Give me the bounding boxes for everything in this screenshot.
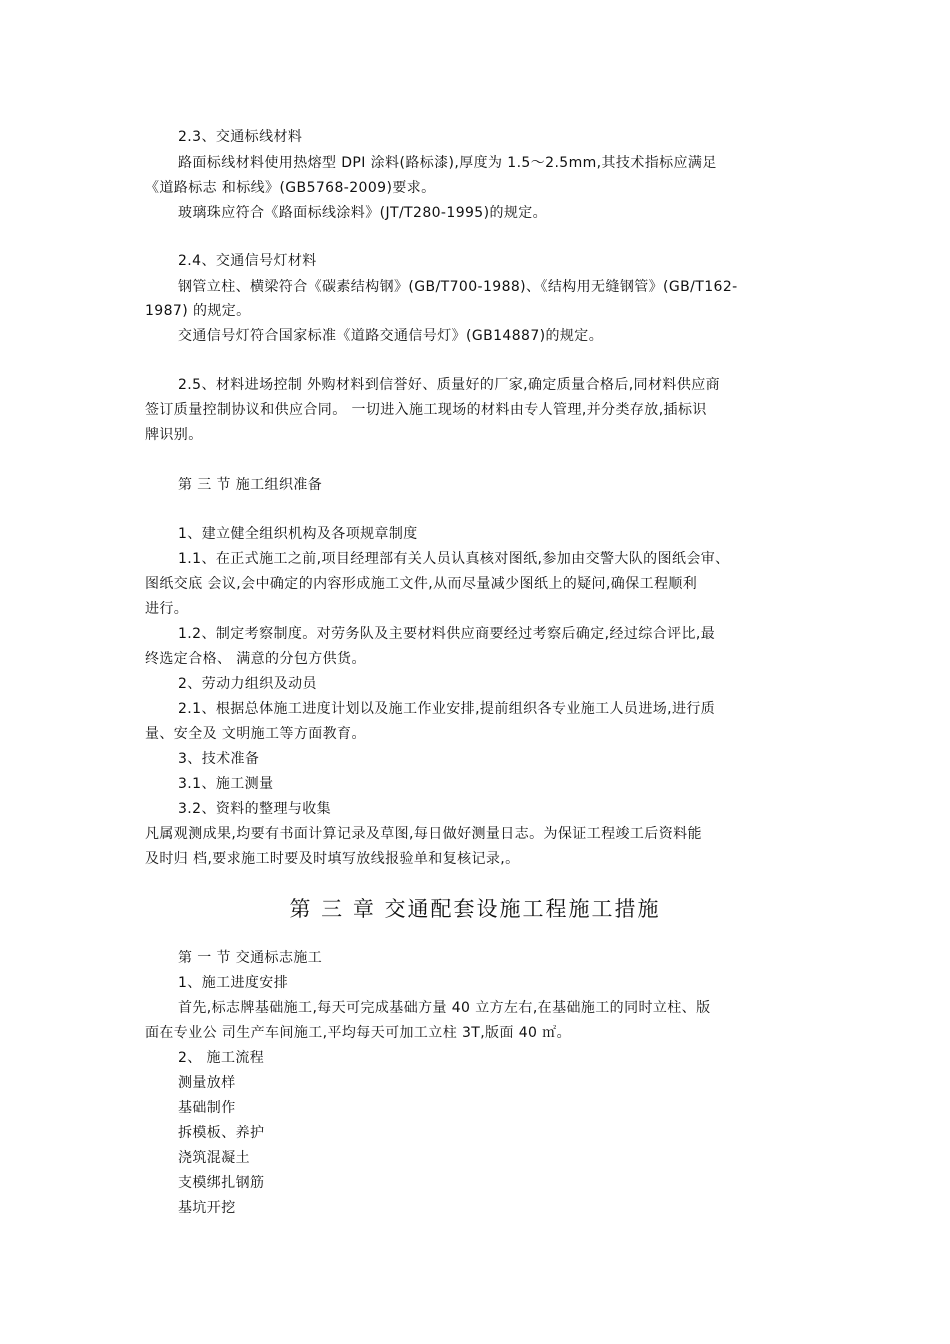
- section-2-4-paragraph-2: 交通信号灯符合国家标准《道路交通信号灯》(GB14887)的规定。: [178, 328, 604, 344]
- item-1-heading: 1、建立健全组织机构及各项规章制度: [178, 526, 418, 542]
- item-1-1-line-1: 1.1、在正式施工之前,项目经理部有关人员认真核对图纸,参加由交警大队的图纸会审、: [178, 551, 730, 567]
- section-2-4-paragraph-1-line-1: 钢管立柱、横梁符合《碳素结构钢》(GB/T700-1988)、《结构用无缝钢管》(GB/T162-: [178, 279, 738, 295]
- chapter-title: 第 三 章 交通配套设施工程施工措施: [289, 897, 661, 921]
- item-3-heading: 3、技术准备: [178, 751, 260, 767]
- section-2-4-paragraph-1-line-2: 1987) 的规定。: [145, 303, 251, 319]
- item-3-1: 3.1、施工测量: [178, 776, 274, 792]
- flow-step: 基坑开挖: [178, 1200, 236, 1216]
- chapter-3-item-2-heading: 2、 施工流程: [178, 1050, 265, 1066]
- section-2-4-heading: 2.4、交通信号灯材料: [178, 253, 317, 269]
- section-2-3-heading: 2.3、交通标线材料: [178, 129, 303, 145]
- chapter-3-item-1-heading: 1、施工进度安排: [178, 975, 289, 991]
- chapter-3-item-1-paragraph-line-1: 首先,标志牌基础施工,每天可完成基础方量 40 立方左右,在基础施工的同时立柱、版: [178, 1000, 711, 1016]
- item-1-2-line-2: 终选定合格、 满意的分包方供货。: [145, 651, 366, 667]
- item-2-heading: 2、劳动力组织及动员: [178, 676, 317, 692]
- section-2-3-paragraph-1-line-2: 《道路标志 和标线》(GB5768-2009)要求。: [145, 180, 436, 196]
- item-1-1-line-3: 进行。: [145, 601, 189, 617]
- chapter-3-section-1-heading: 第 一 节 交通标志施工: [178, 950, 323, 966]
- flow-step: 拆模板、养护: [178, 1125, 265, 1141]
- item-1-1-line-2: 图纸交底 会议,会中确定的内容形成施工文件,从而尽量减少图纸上的疑问,确保工程顺利: [145, 576, 698, 592]
- item-3-2-paragraph-line-2: 及时归 档,要求施工时要及时填写放线报验单和复核记录,。: [145, 851, 520, 867]
- item-2-1-line-2: 量、安全及 文明施工等方面教育。: [145, 726, 366, 742]
- flow-step: 支模绑扎钢筋: [178, 1175, 265, 1191]
- flow-step: 测量放样: [178, 1075, 236, 1091]
- item-1-2-line-1: 1.2、制定考察制度。对劳务队及主要材料供应商要经过考察后确定,经过综合评比,最: [178, 626, 716, 642]
- section-2-5-line-2: 签订质量控制协议和供应合同。 一切进入施工现场的材料由专人管理,并分类存放,插标识: [145, 402, 707, 418]
- item-3-2-paragraph-line-1: 凡属观测成果,均要有书面计算记录及草图,每日做好测量日志。为保证工程竣工后资料能: [145, 826, 702, 842]
- section-3-heading: 第 三 节 施工组织准备: [178, 477, 323, 493]
- chapter-3-item-1-paragraph-line-2: 面在专业公 司生产车间施工,平均每天可加工立柱 3T,版面 40 ㎡。: [145, 1025, 571, 1041]
- item-2-1-line-1: 2.1、根据总体施工进度计划以及施工作业安排,提前组织各专业施工人员进场,进行质: [178, 701, 716, 717]
- section-2-5-line-3: 牌识别。: [145, 427, 203, 443]
- section-2-3-paragraph-1-line-1: 路面标线材料使用热熔型 DPI 涂料(路标漆),厚度为 1.5～2.5mm,其技术指标应满足: [178, 155, 717, 171]
- flow-step: 基础制作: [178, 1100, 236, 1116]
- section-2-3-paragraph-2: 玻璃珠应符合《路面标线涂料》(JT/T280-1995)的规定。: [178, 205, 548, 221]
- flow-step: 浇筑混凝土: [178, 1150, 250, 1166]
- section-2-5-line-1: 2.5、材料进场控制 外购材料到信誉好、质量好的厂家,确定质量合格后,同材料供应商: [178, 377, 721, 393]
- item-3-2: 3.2、资料的整理与收集: [178, 801, 332, 817]
